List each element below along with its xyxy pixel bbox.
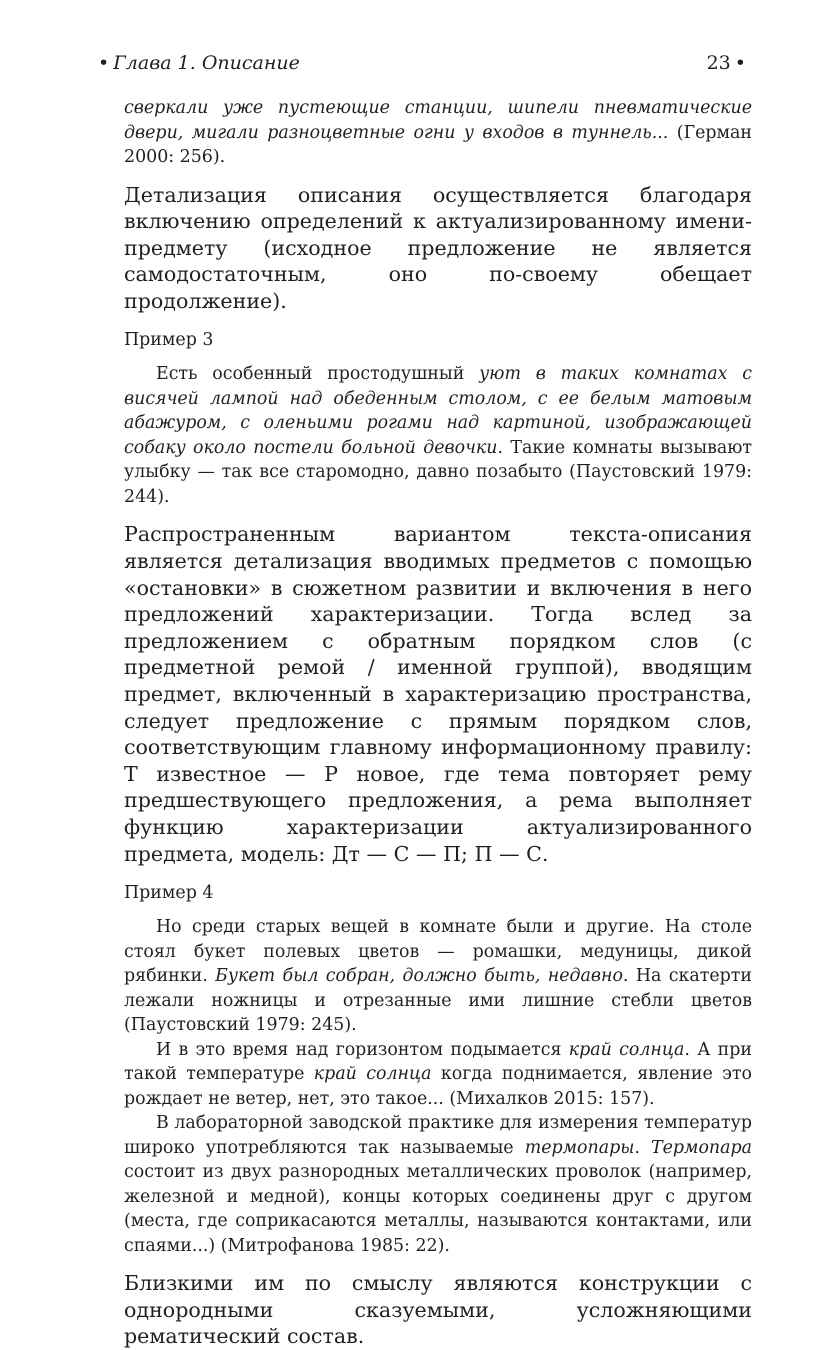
example-3-text-a: Есть особенный простодушный (156, 364, 480, 385)
example-4-quote (124, 915, 752, 1258)
example-4-p3-italic-2: Термопара (651, 1137, 752, 1158)
example-4-p2-text-c: когда поднимается, явление это рождает не ветер, нет, это такое... (Михалков 2015: 157). (124, 1064, 752, 1109)
example-4-p3-text-b: . (634, 1137, 652, 1158)
example-4-p1-text-a: Но среди старых вещей в комнате были и другие. На столе стоял букет полевых цветов — ромашки, медуницы, дикой рябинки. (124, 917, 752, 987)
quote-italic-text: сверкали уже пустеющие станции, шипели пневматические двери, мигали разноцветные огни у входов в туннель... (124, 98, 752, 143)
page-number (707, 52, 750, 74)
example-4-p1-italic: Букет был собран, должно быть, недавно. (215, 966, 629, 987)
example-4-p3-italic-1: термопары (524, 1137, 635, 1158)
quote-paragraph (124, 96, 752, 170)
chapter-title (94, 52, 300, 74)
example-4-p1-text-b: На скатерти лежали ножницы и отрезанные ими лишние стебли цветов (Паустовский 1979: 245). (124, 966, 752, 1036)
example-3-quote (124, 362, 752, 509)
quote-reference: (Герман 2000: 256). (124, 122, 752, 167)
example-4-p2-text-a: И в это время над горизонтом подымается (156, 1039, 569, 1060)
example-3-paragraph (124, 362, 752, 509)
body-paragraph-1: Детализация описания осуществляется благодаря включению определений к актуализированному имени-предмету (исходное предложение не является самодостаточным, оно по-своему обещает продолжение). (124, 182, 752, 313)
body-paragraph-3: Близкими им по смыслу являются конструкции с однородными сказуемыми, усложняющими рематический состав. (124, 1271, 752, 1349)
example-4-p2-text-b: . А при такой температуре (124, 1039, 752, 1085)
page-content (124, 96, 752, 1350)
example-4-paragraph-2 (124, 1038, 752, 1112)
chapter-title-text: Глава 1. Описание (113, 52, 300, 74)
example-4-label: Пример 4 (124, 883, 214, 904)
example-4-paragraph-3 (124, 1111, 752, 1258)
example-4-paragraph-1 (124, 915, 752, 1038)
example-4-p3-text-a: В лабораторной заводской практике для измерения температур широко употребляются так называемые (124, 1113, 752, 1158)
header-bullet-left: • (98, 52, 110, 74)
example-3-italic: уют в таких комнатах с висячей лампой над обеденным столом, с ее белым матовым абажуром, с оленьими рогами над картиной, изображающей собаку около постели больной девочки (124, 364, 752, 458)
header-bullet-right: • (734, 52, 746, 74)
running-header (94, 52, 750, 78)
body-paragraph-2: Распространенным вариантом текста-описания является детализация вводимых предметов с помощью «остановки» в сюжетном развитии и включения в него предложений характеризации. Тогда вслед за предложением с обратным порядком слов (с предметной ремой / именной группой), вводящим предмет, включенный в характеризацию пространства, следует предложение с прямым порядком слов, соответствующим главному информационному правилу: Т известное — Р новое, где тема повторяет рему предшествующего предложения, а рема выполняет функцию характеризации актуализированного предмета, модель: Дт — С — П; П — С. (124, 522, 752, 866)
example-3-text-b: . Такие комнаты вызывают улыбку — так все старомодно, давно позабыто (Паустовский 1979: 244). (124, 437, 753, 507)
example-4-p3-text-c: состоит из двух разнородных металлических проволок (например, железной и медной), концы которых соединены друг с другом (места, где соприкасаются металлы, называются контактами, или спаями...) (Митрофанова 1985: 22). (124, 1162, 752, 1256)
page-number-text: 23 (706, 52, 731, 74)
example-3-label: Пример 3 (124, 330, 214, 351)
quote-continuation (124, 96, 752, 170)
example-4-p2-italic-1: край солнца (568, 1039, 685, 1060)
example-4-p2-italic-2: край солнца (313, 1064, 432, 1085)
